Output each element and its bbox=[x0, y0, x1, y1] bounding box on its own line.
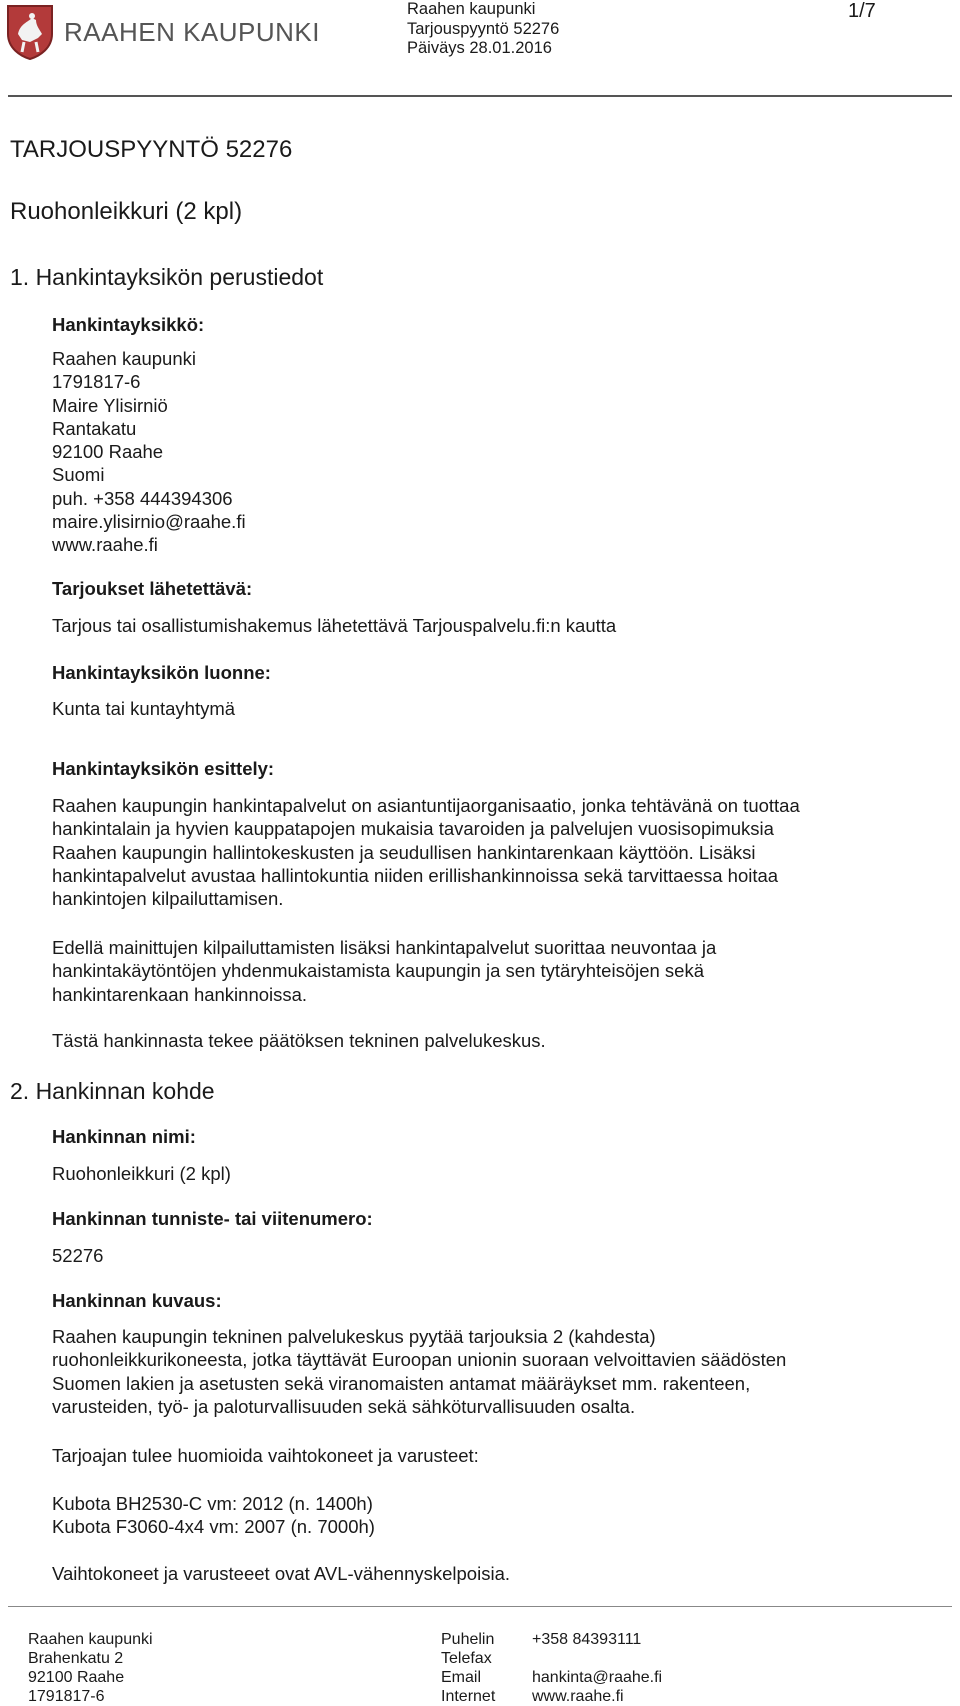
footer-contact-values bbox=[532, 1630, 662, 1706]
intro-paragraph-3: Tästä hankinnasta tekee päätöksen tekninen palvelukeskus. bbox=[52, 1030, 546, 1051]
entity-line: puh. +358 444394306 bbox=[52, 487, 233, 509]
section-2-heading: 2. Hankinnan kohde bbox=[10, 1078, 215, 1104]
machine-item: Kubota F3060-4x4 vm: 2007 (n. 7000h) bbox=[52, 1516, 375, 1538]
paragraph-line: Raahen kaupungin hallintokeskusten ja seudullisen hankintarenkaan käyttöön. Lisäksi bbox=[52, 841, 756, 863]
page-number: 1/7 bbox=[848, 0, 876, 22]
machine-item: Kubota BH2530-C vm: 2012 (n. 1400h) bbox=[52, 1493, 373, 1514]
footer-contact-label: Internet bbox=[441, 1688, 496, 1705]
procurement-name: Ruohonleikkuri (2 kpl) bbox=[52, 1163, 231, 1184]
entity-line: Maire Ylisirniö bbox=[52, 394, 168, 416]
header-date: Päiväys 28.01.2016 bbox=[407, 39, 552, 57]
footer-website: www.raahe.fi bbox=[532, 1688, 624, 1705]
procurement-id-label: Hankinnan tunniste- tai viitenumero: bbox=[52, 1208, 373, 1229]
intro-paragraph-1 bbox=[52, 794, 932, 910]
entity-line: maire.ylisirnio@raahe.fi bbox=[52, 511, 246, 533]
footer-address bbox=[28, 1630, 153, 1706]
header-doc-ref: Tarjouspyyntö 52276 bbox=[407, 19, 560, 38]
footer-address-line: Raahen kaupunki bbox=[28, 1631, 153, 1648]
description-paragraph-1 bbox=[52, 1325, 932, 1418]
footer-address-line: 92100 Raahe bbox=[28, 1669, 125, 1686]
description-paragraph-2: Tarjoajan tulee huomioida vaihtokoneet ja varusteet: bbox=[52, 1445, 479, 1466]
machine-list bbox=[52, 1492, 932, 1539]
entity-details bbox=[52, 347, 932, 557]
paragraph-line: Suomen lakien ja asetusten sekä viranomaisten antamat määräykset mm. rakenteen, bbox=[52, 1372, 751, 1394]
city-logo bbox=[6, 4, 320, 60]
entity-line: 92100 Raahe bbox=[52, 441, 164, 463]
header-meta bbox=[407, 0, 559, 59]
footer-address-line: Brahenkatu 2 bbox=[28, 1650, 124, 1667]
procurement-name-label: Hankinnan nimi: bbox=[52, 1126, 196, 1147]
footer-phone: +358 84393111 bbox=[532, 1631, 642, 1648]
paragraph-line: Raahen kaupungin tekninen palvelukeskus pyytää tarjouksia 2 (kahdesta) bbox=[52, 1326, 656, 1347]
footer-contact-labels bbox=[441, 1630, 495, 1706]
section-1-heading: 1. Hankintayksikön perustiedot bbox=[10, 264, 324, 290]
entity-label: Hankintayksikkö: bbox=[52, 314, 205, 335]
footer-contact-label: Puhelin bbox=[441, 1631, 495, 1648]
coat-of-arms-icon bbox=[6, 4, 54, 60]
paragraph-line: Edellä mainittujen kilpailuttamisten lisäksi hankintapalvelut suorittaa neuvontaa ja bbox=[52, 937, 717, 958]
description-paragraph-3: Vaihtokoneet ja varusteeet ovat AVL-vähennyskelpoisia. bbox=[52, 1563, 510, 1584]
procurement-id: 52276 bbox=[52, 1245, 104, 1266]
footer-contact-label: Telefax bbox=[441, 1650, 492, 1667]
header-divider bbox=[8, 95, 952, 97]
entity-line: www.raahe.fi bbox=[52, 534, 158, 556]
intro-paragraph-2 bbox=[52, 936, 932, 1006]
paragraph-line: varusteiden, työ- ja paloturvallisuuden sekä sähköturvallisuuden osalta. bbox=[52, 1395, 636, 1417]
footer-address-line: 1791817-6 bbox=[28, 1688, 105, 1705]
logo-text: RAAHEN KAUPUNKI bbox=[64, 16, 320, 47]
paragraph-line: hankintakäytöntöjen yhdenmukaistamista kaupungin ja sen tytäryhteisöjen sekä bbox=[52, 960, 705, 982]
footer-contact-label: Email bbox=[441, 1669, 482, 1686]
document-subtitle: Ruohonleikkuri (2 kpl) bbox=[10, 198, 243, 225]
footer-email: hankinta@raahe.fi bbox=[532, 1669, 663, 1686]
paragraph-line: ruohonleikkurikoneesta, jotka täyttävät Euroopan unionin suoraan velvoittavien säädösten bbox=[52, 1349, 787, 1371]
paragraph-line: hankintalain ja hyvien kauppatapojen mukaisia tavaroiden ja palvelujen vuosisopimuksia bbox=[52, 818, 774, 840]
nature-text: Kunta tai kuntayhtymä bbox=[52, 698, 236, 719]
header-org: Raahen kaupunki bbox=[407, 0, 536, 18]
send-text: Tarjous tai osallistumishakemus lähetettävä Tarjouspalvelu.fi:n kautta bbox=[52, 615, 617, 636]
send-label: Tarjoukset lähetettävä: bbox=[52, 578, 253, 599]
footer-fax bbox=[532, 1649, 662, 1668]
description-label: Hankinnan kuvaus: bbox=[52, 1290, 222, 1311]
entity-line: Suomi bbox=[52, 464, 105, 486]
entity-line: Rantakatu bbox=[52, 417, 137, 439]
intro-label: Hankintayksikön esittely: bbox=[52, 758, 275, 779]
paragraph-line: hankintojen kilpailuttamisen. bbox=[52, 888, 284, 910]
paragraph-line: hankintapalvelut avustaa hallintokuntia niiden erillishankinnoissa sekä tarvittaessa hoitaa bbox=[52, 864, 779, 886]
paragraph-line: hankintarenkaan hankinnoissa. bbox=[52, 983, 308, 1005]
document-title: TARJOUSPYYNTÖ 52276 bbox=[10, 136, 293, 163]
entity-line: 1791817-6 bbox=[52, 371, 141, 393]
footer-divider bbox=[8, 1606, 952, 1607]
nature-label: Hankintayksikön luonne: bbox=[52, 662, 271, 683]
paragraph-line: Raahen kaupungin hankintapalvelut on asiantuntijaorganisaatio, jonka tehtävänä on tuottaa bbox=[52, 795, 800, 816]
entity-line: Raahen kaupunki bbox=[52, 348, 196, 369]
